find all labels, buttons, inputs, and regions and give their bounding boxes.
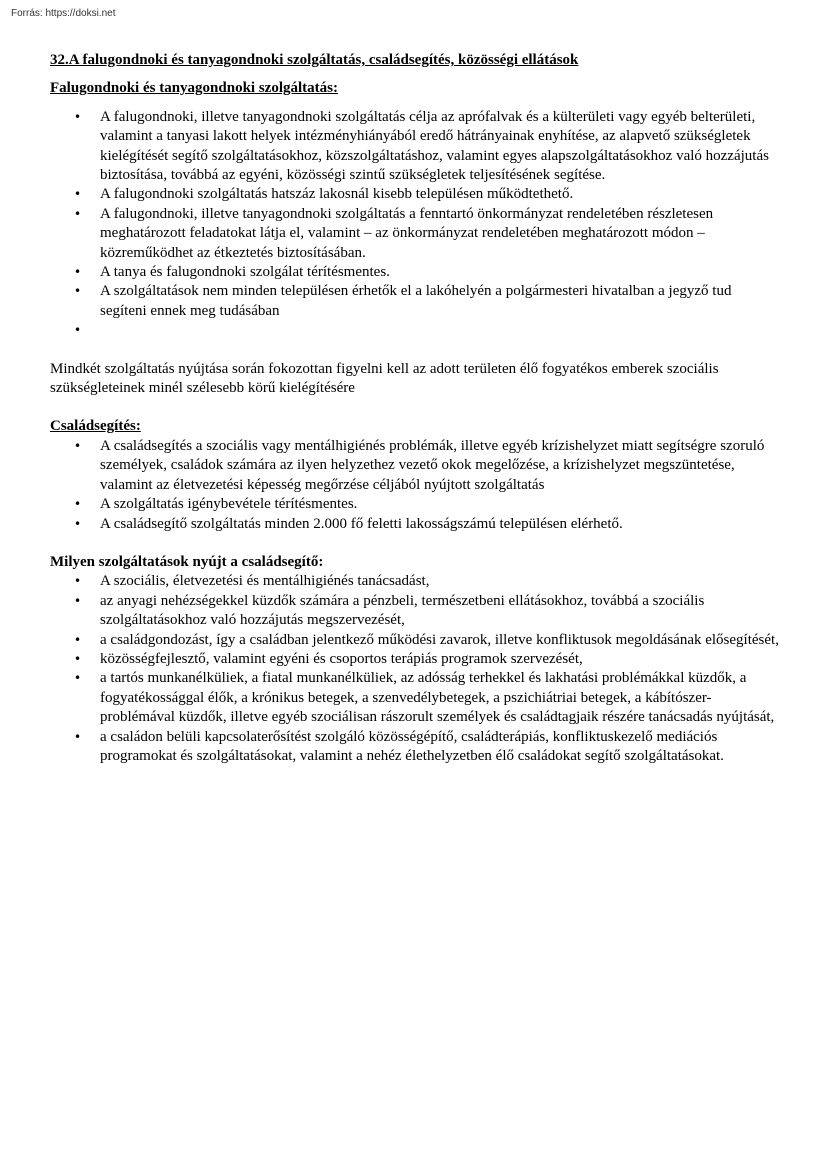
- list-item: [50, 108, 780, 186]
- list-item-text: az anyagi nehézségekkel küzdők számára a pénzbeli, természetbeni ellátásokhoz, továbbá a szociális szolgáltatásokhoz való hozzájutás megszervezését,: [100, 592, 705, 629]
- list-item-text: a tartós munkanélküliek, a fiatal munkanélküliek, az adósság terhekkel és lakhatási problémákkal küzdők, a fogyatékossággal élők, a krónikus betegek, a szenvedélybetegek, a pszichiátriai betegek, a kábítószer-problémával küzdők, illetve egyéb szociálisan rászorult személyek és családtagjaik részére tanácsadás nyújtását,: [100, 670, 775, 726]
- list-item: [50, 185, 780, 204]
- page-title: 32.A falugondnoki és tanyagondnoki szolgáltatás, családsegítés, közösségi ellátások: [50, 52, 579, 68]
- bullet-icon: •: [74, 729, 82, 744]
- list-item-text: A szociális, életvezetési és mentálhigiénés tanácsadást,: [100, 573, 430, 590]
- list-item: [50, 437, 780, 495]
- list-item: [50, 321, 780, 340]
- list-item: [50, 515, 780, 534]
- falugondnoki-list: [50, 108, 780, 341]
- list-item: [50, 669, 780, 727]
- section-heading-csaladsegites: Családsegítés:: [50, 418, 141, 435]
- bullet-icon: •: [74, 206, 82, 221]
- list-item: [50, 495, 780, 514]
- bullet-icon: •: [74, 187, 82, 202]
- list-item-text: A családsegítő szolgáltatás minden 2.000 fő feletti lakosságszámú településen elérhető.: [100, 515, 623, 532]
- list-item-text: A szolgáltatások nem minden településen érhetők el a lakóhelyén a polgármesteri hivatalban a jegyző tud segíteni ennek meg tudásában: [100, 283, 732, 319]
- bullet-icon: •: [74, 516, 82, 531]
- list-item-text: A családsegítés a szociális vagy mentálhigiénés problémák, illetve egyéb krízishelyzet miatt segítségre szoruló személyek, családok számára az ilyen helyzethez vezető okok megelőzése, a krízishelyzet megszüntetése, valamint az életvezetési képesség megőrzése céljából nyújtott szolgáltatás: [100, 437, 765, 493]
- list-item-text: A tanya és falugondnoki szolgálat térítésmentes.: [100, 264, 390, 281]
- list-item-text: A falugondnoki, illetve tanyagondnoki szolgáltatás célja az aprófalvak és a külterületi vagy egyéb belterületi, valamint a tanyasi lakott helyek intézményhiányából eredő hátrányainak enyhítése, az alapvető szükségletek kielégítését segítő szolgáltatásokhoz, közszolgáltatáshoz, valamint egyes alapszolgáltatásokhoz való hozzájutás biztosítása, továbbá az egyéni, közösségi szintű szükségletek teljesítésének segítése.: [100, 108, 769, 184]
- list-item: [50, 263, 780, 282]
- bullet-icon: •: [74, 109, 82, 124]
- bullet-icon: •: [74, 323, 82, 338]
- list-item: [50, 631, 780, 650]
- list-item: [50, 572, 780, 591]
- list-item: [50, 650, 780, 669]
- list-item-text: A szolgáltatás igénybevétele térítésmentes.: [100, 496, 358, 513]
- bullet-icon: •: [74, 651, 82, 666]
- list-item-text: A falugondnoki, illetve tanyagondnoki szolgáltatás a fenntartó önkormányzat rendeletében részletesen meghatározott feladatokat látja el, valamint – az önkormányzat rendeletében meghatározott módon – közreműködhet az étkeztetés biztosításában.: [100, 205, 714, 261]
- list-item-text: a családgondozást, így a családban jelentkező működési zavarok, illetve konfliktusok megoldásának elősegítését,: [100, 631, 779, 648]
- list-item-text: közösségfejlesztő, valamint egyéni és csoportos terápiás programok szervezését,: [100, 650, 583, 667]
- document-page: [50, 51, 780, 766]
- bullet-icon: •: [74, 593, 82, 608]
- list-item: [50, 592, 780, 631]
- section-paragraph: Mindkét szolgáltatás nyújtása során fokozottan figyelni kell az adott területen élő fogyatékos emberek szociális szükségleteinek minél szélesebb körű kielégítésére: [50, 360, 719, 397]
- csaladsegites-list: [50, 437, 780, 534]
- source-label: Forrás: https://doksi.net: [11, 8, 116, 19]
- list-item-text: a családon belüli kapcsolaterősítést szolgáló közösségépítő, családterápiás, konfliktuskezelő mediációs programokat és szolgáltatásokat, valamint a nehéz élethelyzetben élő családokat segítő szolgáltatásokat.: [100, 728, 724, 764]
- bullet-icon: •: [74, 574, 82, 589]
- list-item: [50, 205, 780, 263]
- bullet-icon: •: [74, 284, 82, 299]
- bullet-icon: •: [74, 671, 82, 686]
- list-item: [50, 728, 780, 767]
- bullet-icon: •: [74, 438, 82, 453]
- list-item-text: A falugondnoki szolgáltatás hatszáz lakosnál kisebb településen működtethető.: [100, 186, 574, 203]
- list-item: [50, 282, 780, 321]
- section-heading-szolgaltatasok: Milyen szolgáltatások nyújt a családsegítő:: [50, 553, 324, 570]
- bullet-icon: •: [74, 497, 82, 512]
- szolgaltatasok-list: [50, 572, 780, 766]
- bullet-icon: •: [74, 265, 82, 280]
- section-heading-falugondnoki: Falugondnoki és tanyagondnoki szolgáltatás:: [50, 80, 338, 97]
- bullet-icon: •: [74, 632, 82, 647]
